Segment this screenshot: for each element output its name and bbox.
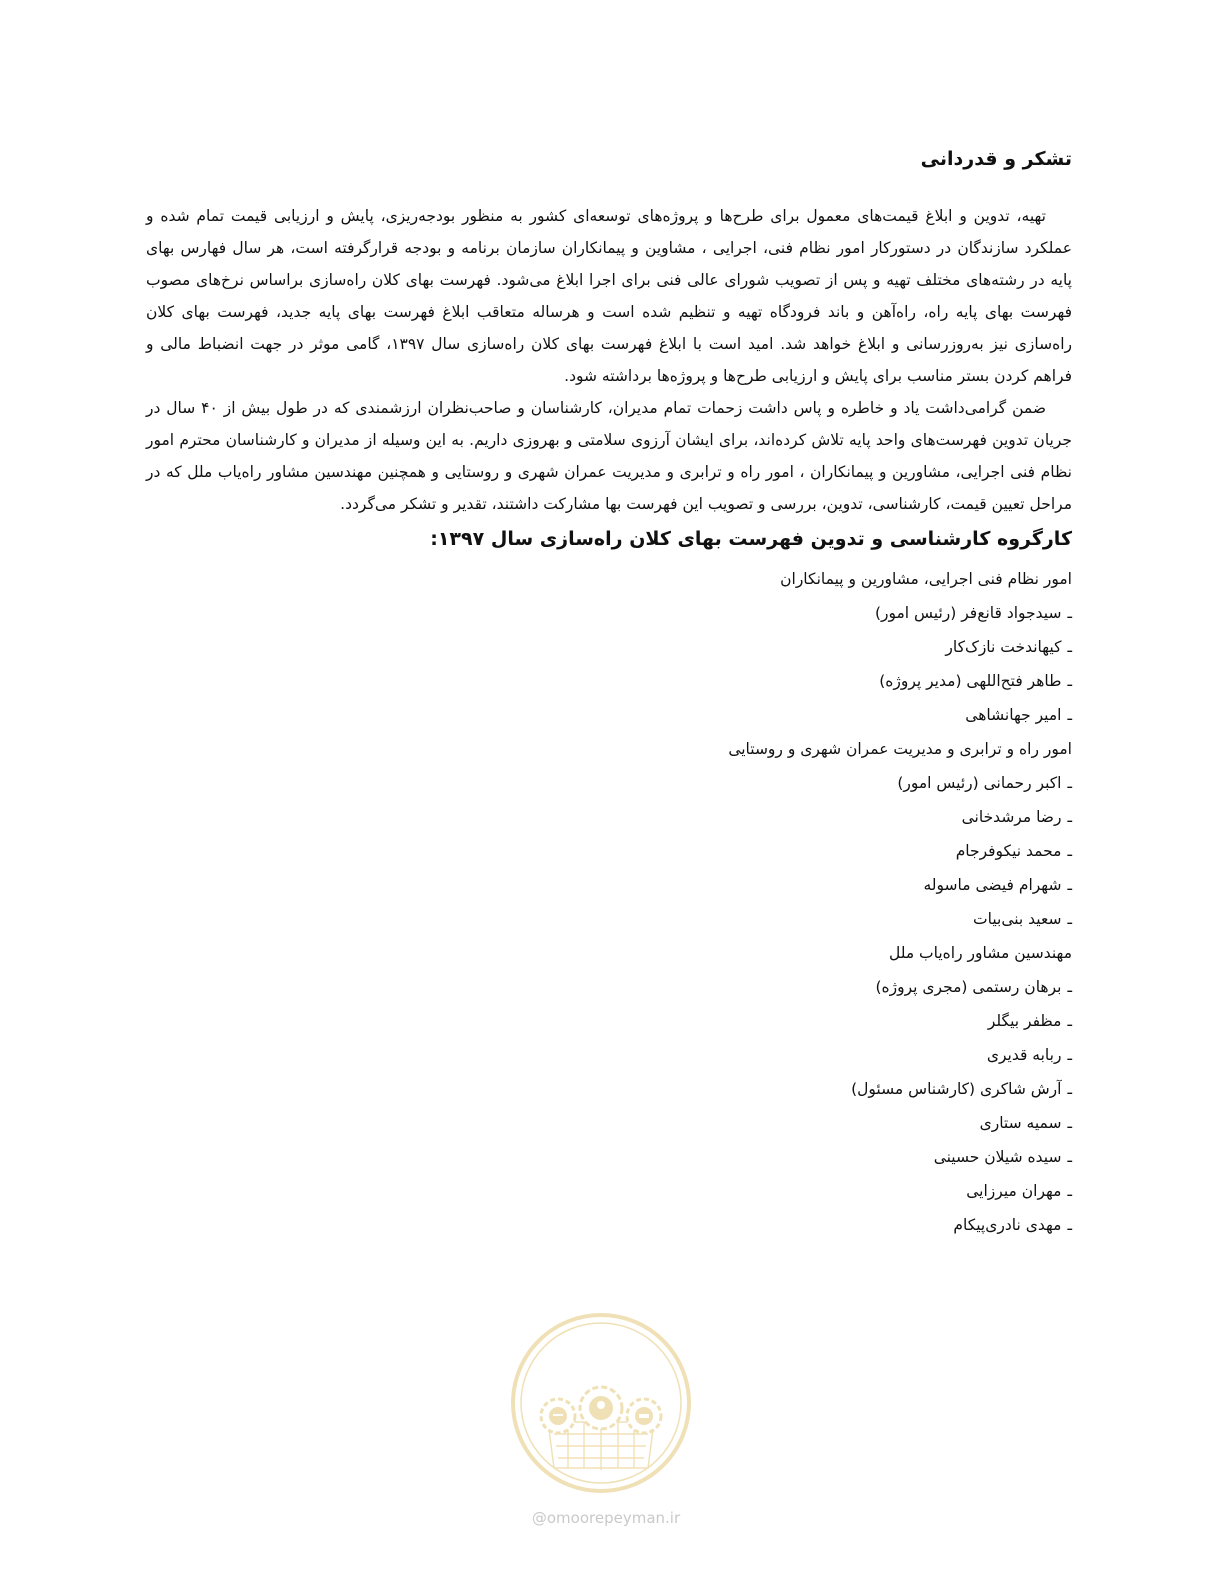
paragraph-intro: تهیه، تدوین و ابلاغ قیمت‌های معمول برای طرح‌ها و پروژه‌های توسعه‌ای کشور به منظور بودجه‌ریزی، پایش و ارزیابی قیمت تمام شده و عملکرد سازندگان در دستورکار امور نظام فنی، اجرایی ، مشاوین و پیمانکاران سازمان برنامه و بودجه قرارگرفته است، هر سال فهارس بهای پایه در رشته‌های مختلف تهیه و پس از تصویب شورای عالی فنی برای اجرا ابلاغ می‌شود. فهرست بهای کلان راه‌سازی براساس نرخ‌های مصوب فهرست بهای پایه راه، راه‌آهن و باند فرودگاه تهیه و تنظیم شده است و هرساله متعاقب ابلاغ فهرست بهای پایه جدید، فهرست بهای کلان راه‌سازی نیز به‌روزرسانی و ابلاغ خواهد شد. امید است با ابلاغ فهرست بهای کلان راه‌سازی سال ۱۳۹۷، گامی موثر در جهت انضباط مالی و فراهم کردن بستر مناسب برای پایش و ارزیابی طرح‌ها و پروژه‌ها برداشته شود.: [146, 207, 1072, 385]
member-name: آرش شاکری (کارشناس مسئول): [851, 1080, 1062, 1098]
list-dash: ـ: [1067, 1216, 1072, 1234]
list-dash: ـ: [1067, 1148, 1072, 1166]
member-name: اکبر رحمانی (رئیس امور): [897, 774, 1062, 792]
list-dash: ـ: [1067, 910, 1072, 928]
group-title: مهندسین مشاور راه‌یاب ملل: [888, 944, 1072, 962]
list-dash: ـ: [1067, 876, 1072, 894]
list-dash: ـ: [1067, 1080, 1072, 1098]
watermark-url: @omoorepeyman.ir: [531, 1509, 681, 1527]
member-name: شهرام فیضی ماسوله: [923, 876, 1062, 894]
list-dash: ـ: [1067, 808, 1072, 826]
list-dash: ـ: [1067, 1046, 1072, 1064]
page-heading: تشکر و قدردانی: [920, 148, 1072, 170]
member-item: [146, 698, 1072, 732]
member-item: [146, 868, 1072, 902]
member-name: مظفر بیگلر: [987, 1012, 1062, 1030]
page-content: [146, 142, 1072, 1242]
group-block: [146, 732, 1072, 936]
list-dash: ـ: [1067, 672, 1072, 690]
member-name: مهدی نادری‌پیکام: [953, 1216, 1062, 1234]
paragraph-thanks: ضمن گرامی‌داشت یاد و خاطره و پاس داشت زحمات تمام مدیران، کارشناسان و صاحب‌نظران ارزشمندی که در طول بیش از ۴۰ سال در جریان تدوین فهرست‌های واحد پایه تلاش کرده‌اند، برای ایشان آرزوی سلامتی و بهروزی داریم. به این وسیله از مدیران و کارشناسان محترم امور نظام فنی اجرایی، مشاورین و پیمانکاران ، امور راه و ترابری و مدیریت عمران شهری و روستایی و همچنین مهندسین مشاور راه‌یاب ملل که در مراحل تعیین قیمت، کارشناسی، تدوین، بررسی و تصویب این فهرست بها مشارکت داشتند، تقدیر و تشکر می‌گردد.: [146, 399, 1072, 513]
list-dash: ـ: [1067, 774, 1072, 792]
member-item: [146, 1174, 1072, 1208]
member-item: [146, 1038, 1072, 1072]
group-block: [146, 936, 1072, 1242]
member-item: [146, 970, 1072, 1004]
member-name: برهان رستمی (مجری پروژه): [875, 978, 1062, 996]
member-item: [146, 766, 1072, 800]
member-item: [146, 596, 1072, 630]
list-dash: ـ: [1067, 638, 1072, 656]
list-dash: ـ: [1067, 1012, 1072, 1030]
member-name: سعید بنی‌بیات: [973, 910, 1062, 928]
list-dash: ـ: [1067, 978, 1072, 996]
member-name: ربابه قدیری: [986, 1046, 1062, 1064]
list-dash: ـ: [1067, 604, 1072, 622]
member-name: محمد نیکوفرجام: [955, 842, 1062, 860]
member-name: کیهاندخت نازک‌کار: [945, 638, 1062, 656]
member-name: سمیه ستاری: [979, 1114, 1062, 1132]
member-item: [146, 664, 1072, 698]
group-title: امور راه و ترابری و مدیریت عمران شهری و روستایی: [728, 740, 1072, 758]
member-item: [146, 800, 1072, 834]
member-item: [146, 630, 1072, 664]
member-item: [146, 1072, 1072, 1106]
member-name: سیدجواد قانع‌فر (رئیس امور): [874, 604, 1062, 622]
list-dash: ـ: [1067, 706, 1072, 724]
group-title: امور نظام فنی اجرایی، مشاورین و پیمانکاران: [780, 570, 1072, 588]
list-dash: ـ: [1067, 1114, 1072, 1132]
member-item: [146, 1140, 1072, 1174]
group-block: [146, 562, 1072, 732]
member-name: مهران میرزایی: [966, 1182, 1062, 1200]
list-dash: ـ: [1067, 842, 1072, 860]
member-name: رضا مرشدخانی: [961, 808, 1062, 826]
section-heading: کارگروه کارشناسی و تدوین فهرست بهای کلان راه‌سازی سال ۱۳۹۷:: [430, 528, 1072, 550]
member-name: سیده شیلان حسینی: [933, 1148, 1062, 1166]
member-name: امیر جهانشاهی: [965, 706, 1062, 724]
watermark-logo-icon: [508, 1310, 694, 1496]
list-dash: ـ: [1067, 1182, 1072, 1200]
member-item: [146, 902, 1072, 936]
member-item: [146, 1004, 1072, 1038]
member-item: [146, 1208, 1072, 1242]
member-item: [146, 1106, 1072, 1140]
member-name: طاهر فتح‌اللهی (مدیر پروژه): [879, 672, 1062, 690]
member-item: [146, 834, 1072, 868]
